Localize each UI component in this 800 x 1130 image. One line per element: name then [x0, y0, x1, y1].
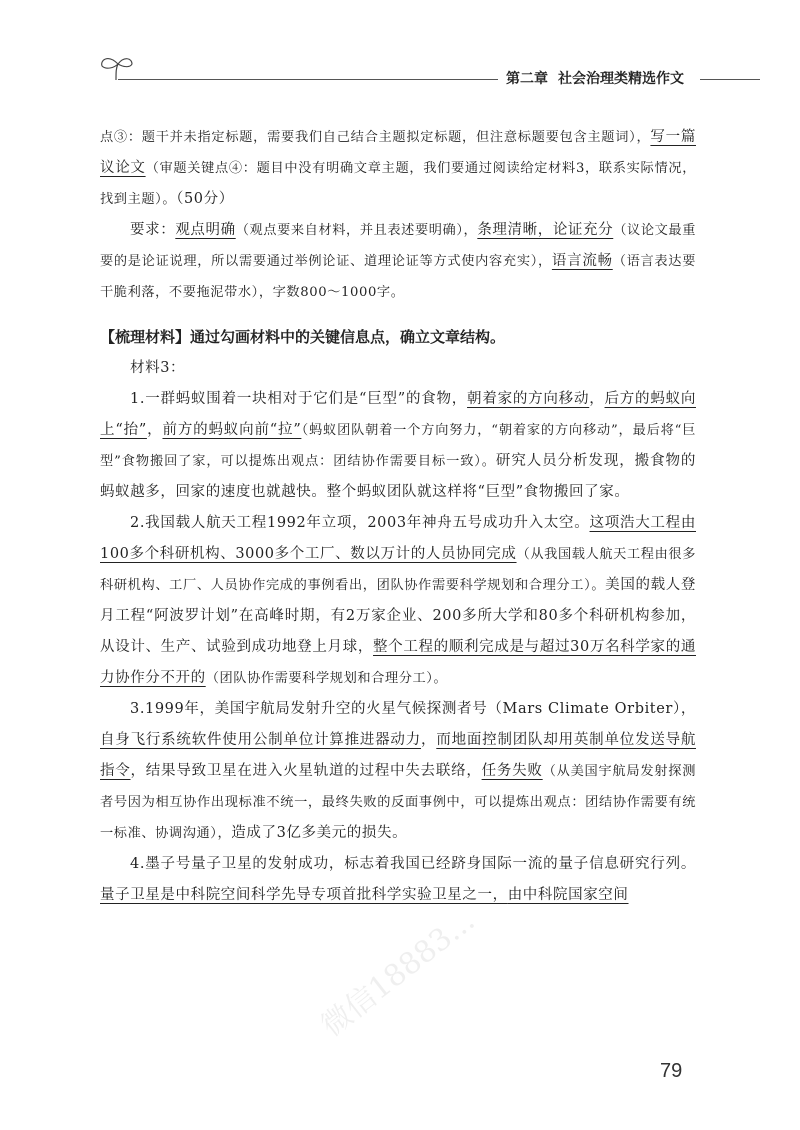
paragraph: [100, 215, 696, 308]
page-number: 79: [660, 1060, 683, 1082]
text-run: （50分）: [176, 191, 234, 207]
annotation-note: （团队协作需要科学规划和合理分工）。: [205, 671, 448, 686]
paragraph: [100, 508, 696, 694]
paragraph: [100, 353, 696, 384]
underlined-keypoint: 任务失败: [481, 763, 543, 779]
text-run: ，结果导致卫星在进入火星轨道的过程中失去联络，: [130, 763, 482, 779]
underlined-keypoint: 写一篇议论文: [100, 129, 696, 176]
text-run: 3.1999年，美国宇航局发射升空的火星气候探测者号（Mars Climate Orbiter），: [130, 701, 696, 717]
sort-heading-text: 通过勾画材料中的关键信息点，确立文章结构。: [190, 328, 506, 346]
text-run: 研究人员分析发现，搬食物的蚂蚁越多，回家的速度也就越快。整个蚂蚁团队就这样将“巨型”食物搬回了家。: [100, 453, 696, 500]
text-run: 造成了3亿多美元的损失。: [231, 825, 408, 841]
chapter-number: 第二章: [506, 71, 548, 87]
paragraph: [100, 384, 696, 508]
annotation-note: （观点要来自材料，并且表述要明确），: [235, 223, 478, 238]
underlined-keypoint: 由中科院国家空间: [507, 887, 629, 903]
sprout-icon: [96, 52, 136, 82]
paragraph: [100, 694, 696, 849]
text-run: 要求：: [130, 222, 176, 238]
spacer: [100, 308, 696, 322]
underlined-keypoint: 条理清晰，论证充分: [477, 222, 614, 238]
text-run: 2.我国载人航天工程1992年立项，2003年神舟五号成功升入太空。: [130, 515, 590, 531]
underlined-keypoint: 量子卫星是中科院空间科学先导专项首批科学实验卫星之一，: [100, 887, 508, 903]
paragraph: [100, 122, 696, 215]
text-run: 材料3：: [130, 360, 186, 376]
header-rule-left: [118, 79, 498, 80]
chapter-label: [506, 68, 694, 88]
paragraph: [100, 849, 696, 911]
running-header: [0, 0, 800, 100]
annotation-note: 点③：题干并未指定标题，需要我们自己结合主题拟定标题，但注意标题要包含主题词），: [100, 130, 651, 145]
underlined-keypoint: 自身飞行系统软件使用公制单位计算推进器动力: [100, 732, 422, 748]
sort-heading-bracket: 【梳理材料】: [100, 328, 191, 346]
annotation-note: （语言表达要干脆利落，不要拖泥带水），字数800～1000字。: [100, 254, 696, 300]
annotation-note: （从美国宇航局发射探测者号因为相互协作出现标准不统一，最终失败的反面事例中，可以提炼出观点：团结协作需要有统一标准、协调沟通），: [100, 764, 696, 841]
header-rule-right: [700, 79, 760, 80]
underlined-keypoint: 观点明确: [175, 222, 236, 238]
text-run: ，: [589, 391, 605, 407]
sort-heading: [100, 322, 696, 353]
underlined-keypoint: 朝着家的方向移动: [467, 391, 590, 407]
underlined-keypoint: 前方的蚂蚁向前“拉”: [162, 422, 302, 438]
text-run: 1.一群蚂蚁围着一块相对于它们是“巨型”的食物，: [130, 391, 468, 407]
annotation-note: （审题关键点④：题目中没有明确文章主题，我们要通过阅读给定材料3，联系实际情况，找到主题）。: [100, 161, 696, 207]
annotation-note: （蚂蚁团队朝着一个方向努力，“朝着家的方向移动”，最后将“巨型”食物搬回了家，可以提炼出观点：团结协作需要目标一致）。: [100, 423, 696, 469]
text-run: 美国的载人登月工程“阿波罗计划”在高峰时期，有2万家企业、200多所大学和80多个科研机构参加，从设计、生产、试验到成功地登上月球，: [100, 577, 696, 655]
underlined-keypoint: 这项浩大工程由100多个科研机构、3000多个工厂、数以万计的人员协同完成: [100, 515, 696, 562]
underlined-keypoint: 语言流畅: [551, 253, 613, 269]
underlined-keypoint: 整个工程的顺利完成是与超过30万名科学家的通力协作分不开的: [100, 639, 696, 686]
text-run: ，: [146, 422, 163, 438]
text-run: 4.墨子号量子卫星的发射成功，标志着我国已经跻身国际一流的量子信息研究行列。: [130, 856, 696, 872]
chapter-title: 社会治理类精选作文: [558, 71, 684, 87]
annotation-note: （议论文最重要的是论证说理，所以需要通过举例论证、道理论证等方式使内容充实），: [100, 223, 696, 269]
underlined-keypoint: 后方的蚂蚁向上“抬”: [100, 391, 696, 438]
page-body: [100, 122, 696, 911]
text-run: ，: [421, 732, 437, 748]
underlined-keypoint: 而地面控制团队却用英制单位发送导航指令: [100, 732, 696, 779]
annotation-note: （从我国载人航天工程由很多科研机构、工厂、人员协作完成的事例看出，团队协作需要科学规划和合理分工）。: [100, 547, 696, 593]
watermark: 微信18883...: [314, 902, 482, 1044]
